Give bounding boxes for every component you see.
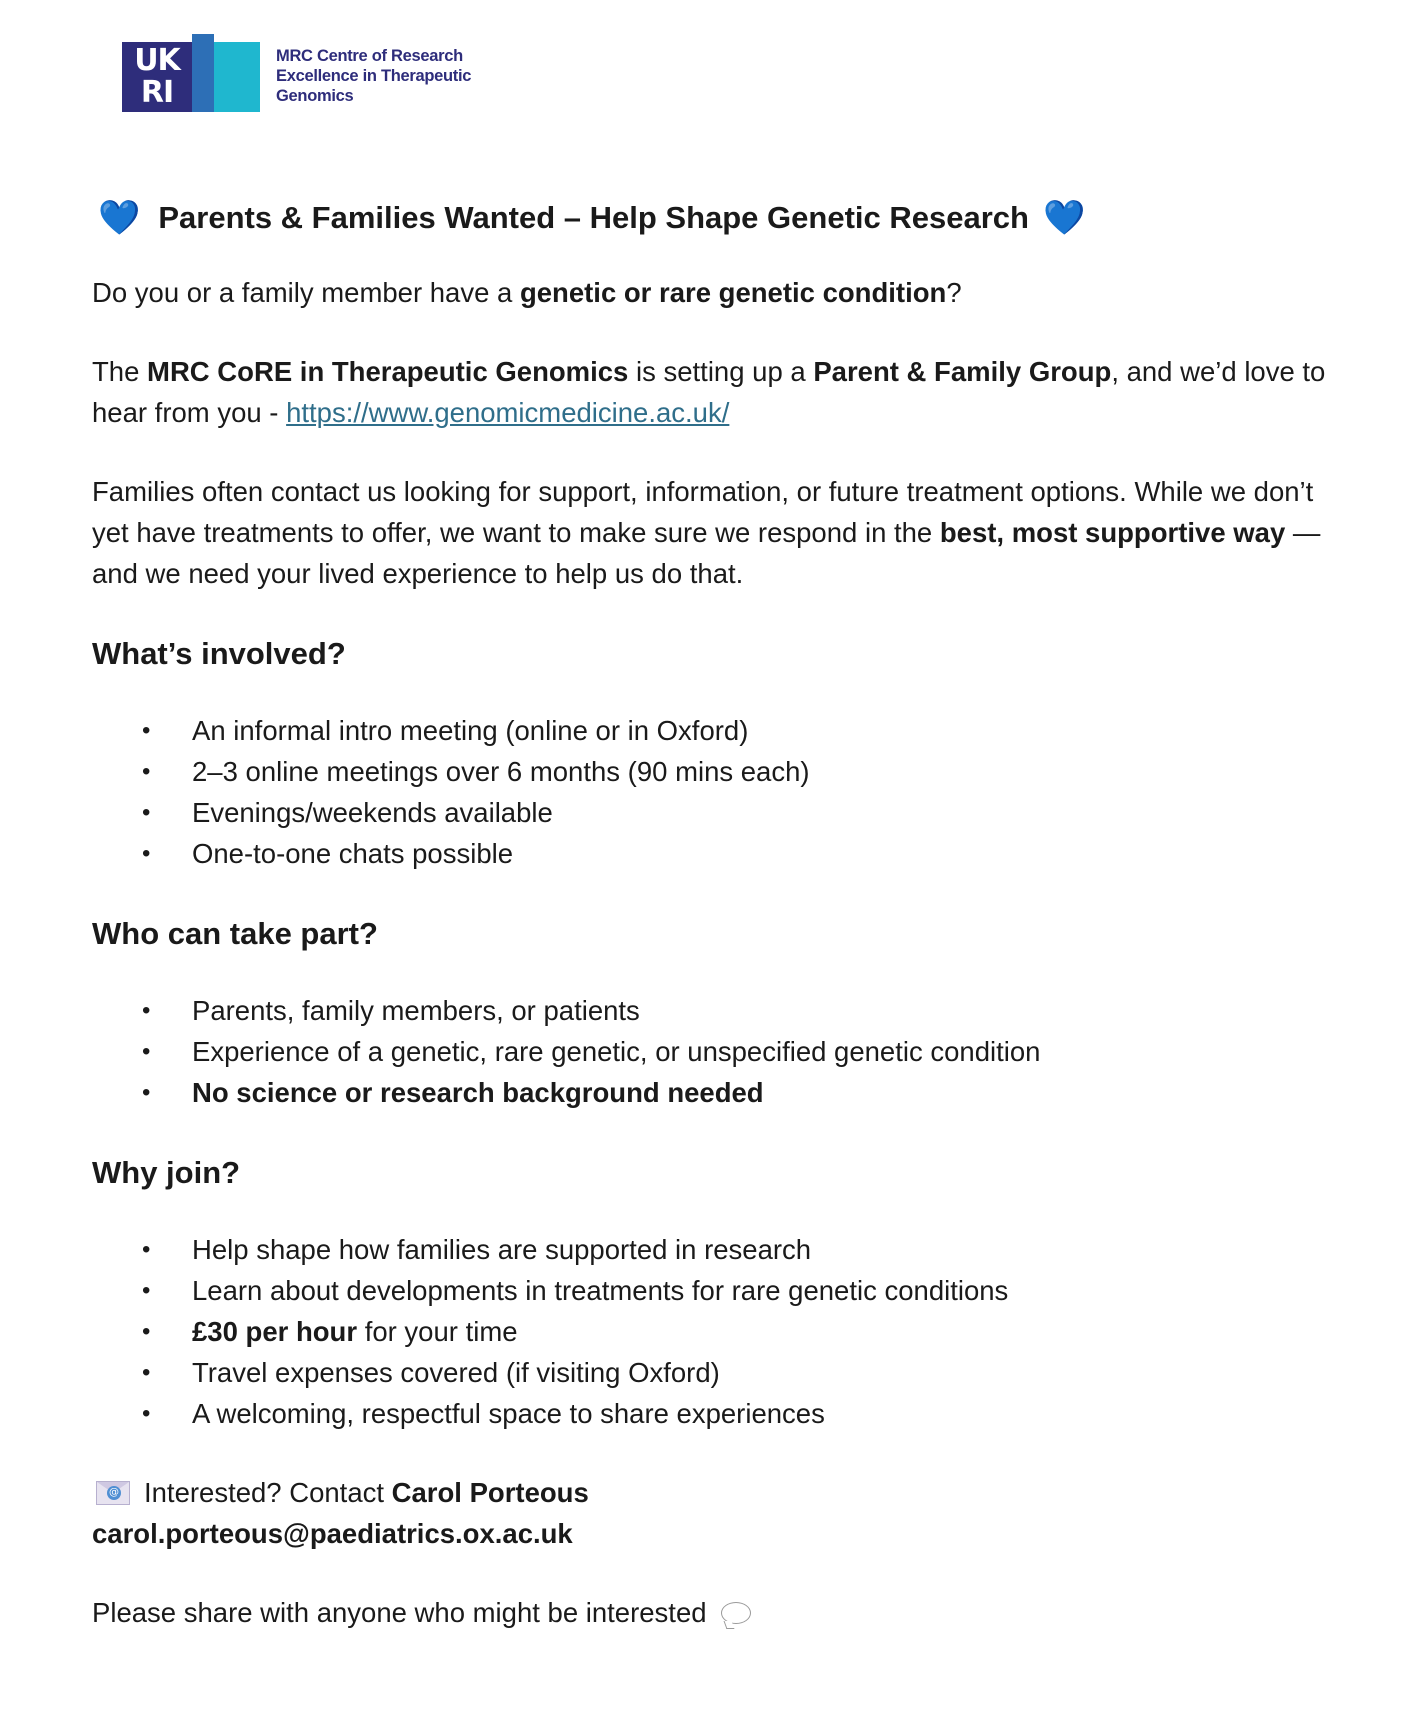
list-item-text: An informal intro meeting (online or in Oxford) — [192, 715, 749, 746]
who-heading: Who can take part? — [92, 916, 378, 951]
intro-group-paragraph — [92, 351, 1352, 433]
intro-families-bold: best, most supportive way — [939, 517, 1286, 548]
bullet: • — [142, 840, 151, 867]
bullet: • — [142, 1359, 151, 1386]
intro-question — [92, 272, 1352, 313]
logo-text-line-2: Excellence in Therapeutic — [276, 67, 472, 85]
intro-question-bold: genetic or rare genetic condition — [519, 277, 947, 308]
contact-name: Carol Porteous — [391, 1477, 589, 1508]
intro-group-bold-1: MRC CoRE in Therapeutic Genomics — [147, 356, 629, 387]
ukri-logo-mark — [122, 34, 260, 112]
bullet: • — [142, 1277, 151, 1304]
list-item — [92, 990, 1352, 1031]
list-item-text: 2–3 online meetings over 6 months (90 mins each) — [192, 756, 810, 787]
blue-heart-icon: 💙 — [98, 198, 141, 238]
contact-text: Interested? Contact — [144, 1477, 385, 1508]
bullet: • — [142, 1079, 151, 1106]
list-item — [92, 1072, 1352, 1113]
logo-text — [276, 46, 471, 106]
flyer-content — [92, 196, 1352, 1633]
list-item-text: One-to-one chats possible — [192, 838, 514, 869]
intro-group-text-3: , and we’d love to hear from you - — [92, 356, 1326, 428]
share-text: Please share with anyone who might be interested — [92, 1597, 707, 1628]
list-item — [92, 1393, 1352, 1434]
intro-families-text-1: Families often contact us looking for support, information, or future treatment options. While we don’t yet have treatments to offer, we want to make sure we respond in the — [92, 476, 1314, 548]
bullet: • — [142, 1400, 151, 1427]
list-item-text: Travel expenses covered (if visiting Oxford) — [192, 1357, 720, 1388]
bullet: • — [142, 1038, 151, 1065]
bullet: • — [142, 717, 151, 744]
list-item-bold: £30 per hour — [192, 1316, 358, 1347]
logo-mark-line-1: UK — [134, 43, 180, 78]
involved-list — [92, 710, 1352, 874]
list-item — [92, 751, 1352, 792]
list-item — [92, 1352, 1352, 1393]
bullet: • — [142, 1318, 151, 1345]
list-item-text: Evenings/weekends available — [192, 797, 553, 828]
logo-text-line-1: MRC Centre of Research — [276, 47, 463, 65]
bullet: • — [142, 1236, 151, 1263]
list-item — [92, 1229, 1352, 1270]
list-item — [92, 710, 1352, 751]
ukri-box — [122, 42, 192, 112]
ukri-mrc-logo — [122, 34, 471, 112]
involved-heading: What’s involved? — [92, 636, 346, 671]
list-item — [92, 1031, 1352, 1072]
blue-heart-icon: 💙 — [1042, 198, 1086, 238]
page-title — [98, 196, 1352, 240]
intro-question-end: ? — [946, 277, 962, 308]
list-item-text: Help shape how families are supported in research — [192, 1234, 812, 1265]
intro-group-text-2: is setting up a — [628, 356, 814, 387]
list-item-text: No science or research background needed — [192, 1077, 764, 1108]
list-item — [92, 1311, 1352, 1352]
logo-text-line-3: Genomics — [276, 87, 354, 105]
bullet: • — [142, 758, 151, 785]
bullet: • — [142, 799, 151, 826]
why-heading: Why join? — [92, 1155, 241, 1190]
logo-mark-line-2: RI — [140, 75, 174, 110]
envelope-icon — [96, 1481, 130, 1505]
intro-group-text-1: The — [92, 356, 148, 387]
page-title-text: Parents & Families Wanted – Help Shape Genetic Research — [158, 200, 1029, 235]
share-line — [92, 1592, 1352, 1633]
intro-question-text: Do you or a family member have a — [92, 277, 520, 308]
website-link[interactable]: https://www.genomicmedicine.ac.uk/ — [286, 397, 730, 428]
list-item — [92, 1270, 1352, 1311]
logo-stripe-light — [214, 42, 260, 112]
speech-bubble-icon — [721, 1602, 751, 1624]
list-item-text: Learn about developments in treatments for rare genetic conditions — [192, 1275, 1009, 1306]
who-list — [92, 990, 1352, 1113]
at-sign-icon: @ — [109, 1486, 119, 1498]
list-item — [92, 792, 1352, 833]
intro-group-bold-2: Parent & Family Group — [813, 356, 1112, 387]
contact-line — [92, 1472, 1352, 1513]
why-list — [92, 1229, 1352, 1434]
list-item-text: A welcoming, respectful space to share experiences — [192, 1398, 825, 1429]
logo-stripe-dark — [192, 34, 214, 112]
intro-families-text-2: — and we need your lived experience to help us do that. — [92, 517, 1321, 589]
list-item-text: Parents, family members, or patients — [192, 995, 640, 1026]
contact-email[interactable]: carol.porteous@paediatrics.ox.ac.uk — [92, 1518, 573, 1549]
list-item-text: Experience of a genetic, rare genetic, or unspecified genetic condition — [192, 1036, 1041, 1067]
intro-families-paragraph — [92, 471, 1352, 594]
list-item-text: for your time — [357, 1316, 518, 1347]
bullet: • — [142, 997, 151, 1024]
list-item — [92, 833, 1352, 874]
